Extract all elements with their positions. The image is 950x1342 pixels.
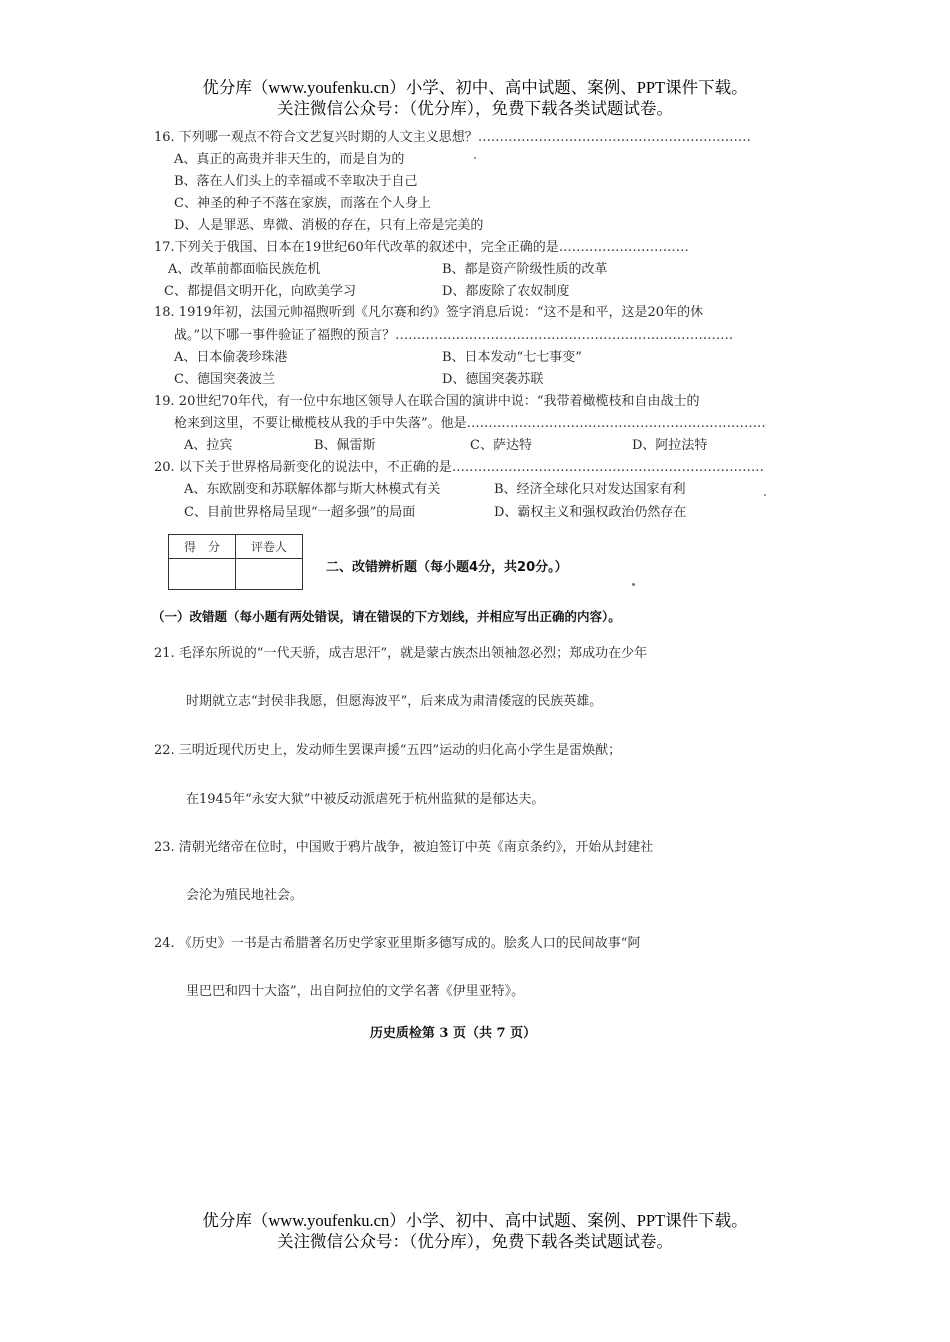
question-19-line2 [174, 414, 766, 434]
option-17-a: A、改革前都面临民族危机 [168, 262, 321, 277]
answer-leader-dots: ……………………………………………………… [477, 130, 751, 145]
question-19: 19. 20世纪70年代，有一位中东地区领导人在联合国的演讲中说：“我带着橄榄枝和自由战士的 [154, 394, 700, 409]
option-17-d: D、都废除了农奴制度 [442, 284, 570, 299]
question-18: 18. 1919年初，法国元帅福煦听到《凡尔赛和约》签字消息后说：“这不是和平，这是20年的休 [154, 305, 704, 320]
item-21-line1: 21. 毛泽东所说的“一代天骄，成吉思汗”，就是蒙古族杰出领袖忽必烈；郑成功在少年 [154, 646, 648, 661]
score-header: 得 分 [169, 535, 236, 559]
question-stem-continued: 战。”以下哪一事件验证了福煦的预言？ [174, 328, 396, 343]
question-18-line2 [174, 326, 733, 346]
answer-leader-dots: …………………………………………………………… [466, 416, 766, 431]
item-22-line2: 在1945年“永安大狱”中被反动派虐死于杭州监狱的是郁达夫。 [186, 792, 545, 807]
item-23-line2: 会沦为殖民地社会。 [186, 888, 304, 903]
item-23-line1: 23. 清朝光绪帝在位时，中国败于鸦片战争，被迫签订中英《南京条约》，开始从封建社 [154, 840, 654, 855]
scan-speck [474, 157, 476, 159]
question-stem-continued: 枪来到这里，不要让橄榄枝从我的手中失落”。他是 [174, 416, 467, 431]
option-18-c: C、德国突袭波兰 [174, 372, 275, 387]
answer-leader-dots: ………………………… [558, 240, 689, 255]
option-18-b: B、日本发动“七七事变” [442, 350, 582, 365]
question-stem: 16. 下列哪一观点不符合文艺复兴时期的人文主义思想？ [154, 130, 478, 145]
option-20-a: A、东欧剧变和苏联解体都与斯大林模式有关 [184, 482, 441, 497]
banner-bottom-line2: 关注微信公众号：（优分库），免费下载各类试题试卷。 [277, 1232, 673, 1251]
option-19-b: B、佩雷斯 [314, 438, 376, 453]
item-21-line2: 时期就立志“封侯非我愿，但愿海波平”，后来成为肃清倭寇的民族英雄。 [186, 694, 603, 709]
grader-cell[interactable] [236, 559, 303, 590]
scan-speck [632, 583, 635, 586]
item-24-line1: 24. 《历史》一书是古希腊著名历史学家亚里斯多德写成的。脍炙人口的民间故事“阿 [154, 936, 641, 951]
option-19-d: D、阿拉法特 [632, 438, 708, 453]
answer-leader-dots: ……………………………………………………………… [451, 460, 764, 475]
option-16-d: D、人是罪恶、卑微、消极的存在，只有上帝是完美的 [174, 218, 484, 233]
grader-header: 评卷人 [236, 535, 303, 559]
page-footer: 历史质检第 3 页（共 7 页） [369, 1026, 537, 1041]
section-2-subtitle: （一）改错题（每小题有两处错误，请在错误的下方划线，并相应写出正确的内容）。 [152, 609, 621, 624]
option-18-a: A、日本偷袭珍珠港 [174, 350, 288, 365]
option-18-d: D、德国突袭苏联 [442, 372, 544, 387]
section-2-title: 二、改错辨析题（每小题4分，共20分。） [326, 560, 568, 575]
question-17 [154, 238, 689, 258]
option-20-d: D、霸权主义和强权政治仍然存在 [494, 505, 687, 520]
banner-top-line1: 优分库（www.youfenku.cn）小学、初中、高中试题、案例、PPT课件下载。 [202, 78, 748, 97]
question-20 [154, 458, 764, 478]
question-stem: 17.下列关于俄国、日本在19世纪60年代改革的叙述中，完全正确的是 [154, 240, 559, 255]
item-24-line2: 里巴巴和四十大盗”，出自阿拉伯的文学名著《伊里亚特》。 [186, 984, 525, 999]
banner-bottom-line1: 优分库（www.youfenku.cn）小学、初中、高中试题、案例、PPT课件下载。 [202, 1211, 748, 1230]
option-16-b: B、落在人们头上的幸福或不幸取决于自己 [174, 174, 418, 189]
option-20-b: B、经济全球化只对发达国家有利 [494, 482, 686, 497]
option-20-c: C、目前世界格局呈现“一超多强”的局面 [184, 505, 416, 520]
question-16 [154, 128, 751, 148]
answer-leader-dots: …………………………………………………………………… [395, 328, 734, 343]
score-cell[interactable] [169, 559, 236, 590]
option-16-c: C、神圣的种子不落在家族，而落在个人身上 [174, 196, 431, 211]
item-22-line1: 22. 三明近现代历史上，发动师生罢课声援“五四”运动的归化高小学生是雷焕猷； [154, 743, 622, 758]
question-stem: 20. 以下关于世界格局新变化的说法中，不正确的是 [154, 460, 452, 475]
option-17-b: B、都是资产阶级性质的改革 [442, 262, 608, 277]
option-16-a: A、真正的高贵并非天生的，而是自为的 [174, 152, 405, 167]
option-19-c: C、萨达特 [470, 438, 532, 453]
option-17-c: C、都提倡文明开化，向欧美学习 [164, 284, 356, 299]
scan-speck [764, 494, 766, 496]
option-19-a: A、拉宾 [184, 438, 233, 453]
banner-top-line2: 关注微信公众号：（优分库），免费下载各类试题试卷。 [277, 99, 673, 118]
score-table [168, 534, 303, 590]
